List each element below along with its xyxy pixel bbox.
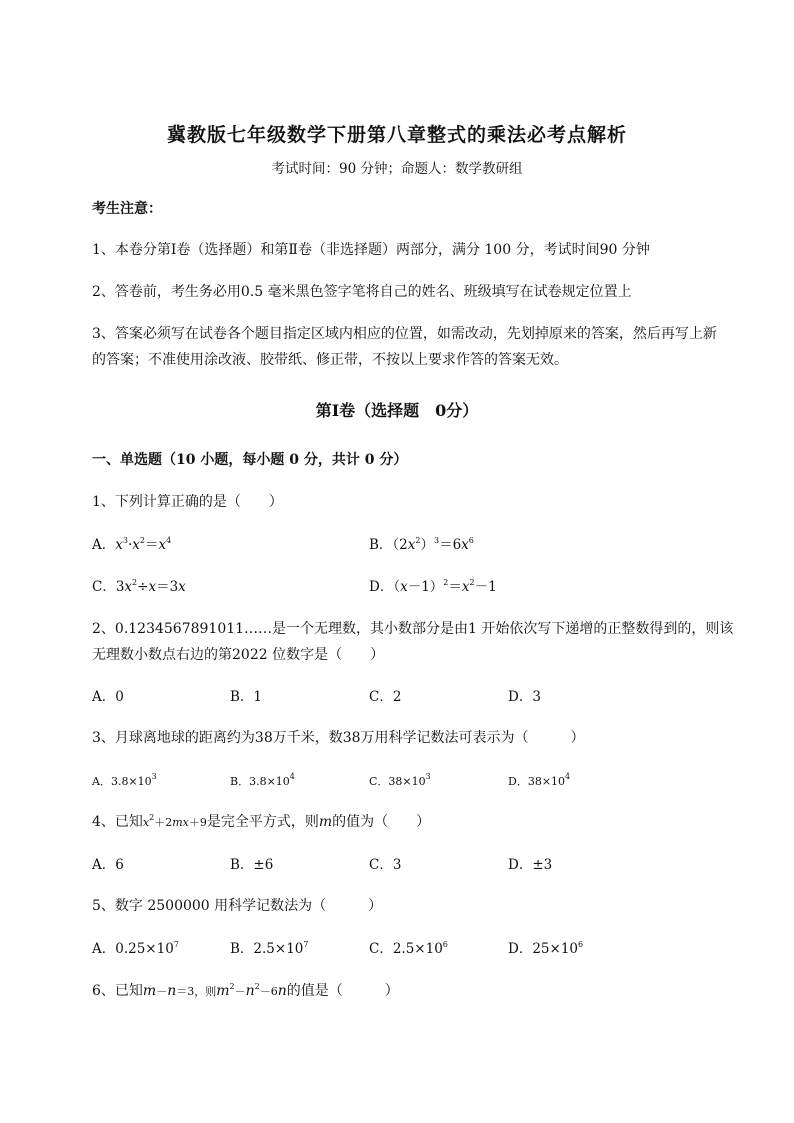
question-1-option-c: C．$3x^2\div x=3x$ [92, 578, 186, 595]
question-4-option-d: D．±3 [508, 857, 553, 873]
question-5-option-c: C．$2.5\times 10^6$ [369, 940, 448, 957]
question-3-option-c: C．$38\times 10^3$ [369, 772, 431, 788]
notice-item-3-cont: 的答案；不准使用涂改液、胶带纸、修正带，不按以上要求作答的答案无效。 [92, 352, 568, 368]
question-2-option-c: C．2 [369, 689, 402, 705]
section-heading: 一、单选题（10 小题，每小题 0 分，共计 0 分） [92, 452, 408, 468]
question-5-option-a: A．$0.25\times 10^7$ [92, 940, 179, 957]
question-2-stem-cont: 无理数小数点右边的第2022 位数字是（ ） [92, 647, 385, 663]
question-1-option-b: B．$(2x^2)^3=6x^6$ [369, 536, 474, 553]
question-4-stem: 4、已知$x^2+2mx+9$是完全平方式，则m的值为（ ） [92, 813, 431, 830]
question-5-option-d: D．$25\times 10^6$ [508, 940, 584, 957]
question-1-option-a: A．$x^3\cdot x^2=x^4$ [92, 536, 172, 553]
question-2-stem: 2、0.1234567891011……是一个无理数，其小数部分是由1 开始依次写下递增的正整数得到的，则该 [92, 621, 734, 637]
question-5-stem: 5、数字 2500000 用科学记数法为（ ） [92, 898, 383, 914]
exam-info: 考试时间：90 分钟；命题人：数学教研组 [271, 161, 523, 177]
question-4-option-c: C．3 [369, 857, 402, 873]
question-2-option-a: A．0 [92, 689, 124, 705]
question-4-option-a: A．6 [92, 857, 124, 873]
question-3-option-b: B．$3.8\times 10^4$ [230, 772, 295, 788]
page-title: 冀教版七年级数学下册第八章整式的乘法必考点解析 [166, 124, 627, 146]
question-2-option-d: D．3 [508, 689, 541, 705]
question-1-stem: 1、下列计算正确的是（ ） [92, 494, 283, 510]
question-2-option-b: B．1 [230, 689, 263, 705]
notice-item-3: 3、答案必须写在试卷各个题目指定区域内相应的位置，如需改动，先划掉原来的答案，然后再写上新 [92, 326, 717, 342]
notice-item-2: 2、答卷前，考生务必用0.5 毫米黑色签字笔将自己的姓名、班级填写在试卷规定位置上 [92, 284, 632, 300]
question-6-stem: 6、已知m－n＝3，则$m^2-n^2-6n$的值是（ ） [92, 982, 399, 999]
question-5-option-b: B．$2.5\times 10^7$ [230, 940, 309, 957]
notice-item-1: 1、本卷分第Ⅰ卷（选择题）和第Ⅱ卷（非选择题）两部分，满分 100 分，考试时间90 分钟 [92, 242, 650, 258]
part-title: 第Ⅰ卷（选择题 0分） [315, 401, 479, 420]
question-1-option-d: D．$(x-1)^2=x^2-1$ [369, 578, 497, 595]
question-3-stem: 3、月球离地球的距离约为38万千米，数38万用科学记数法可表示为（ ） [92, 730, 585, 746]
notice-heading: 考生注意： [92, 201, 162, 217]
question-3-option-a: A．$3.8\times 10^3$ [92, 772, 157, 788]
question-3-option-d: D．$38\times 10^4$ [508, 772, 571, 788]
question-4-option-b: B．±6 [230, 857, 274, 873]
